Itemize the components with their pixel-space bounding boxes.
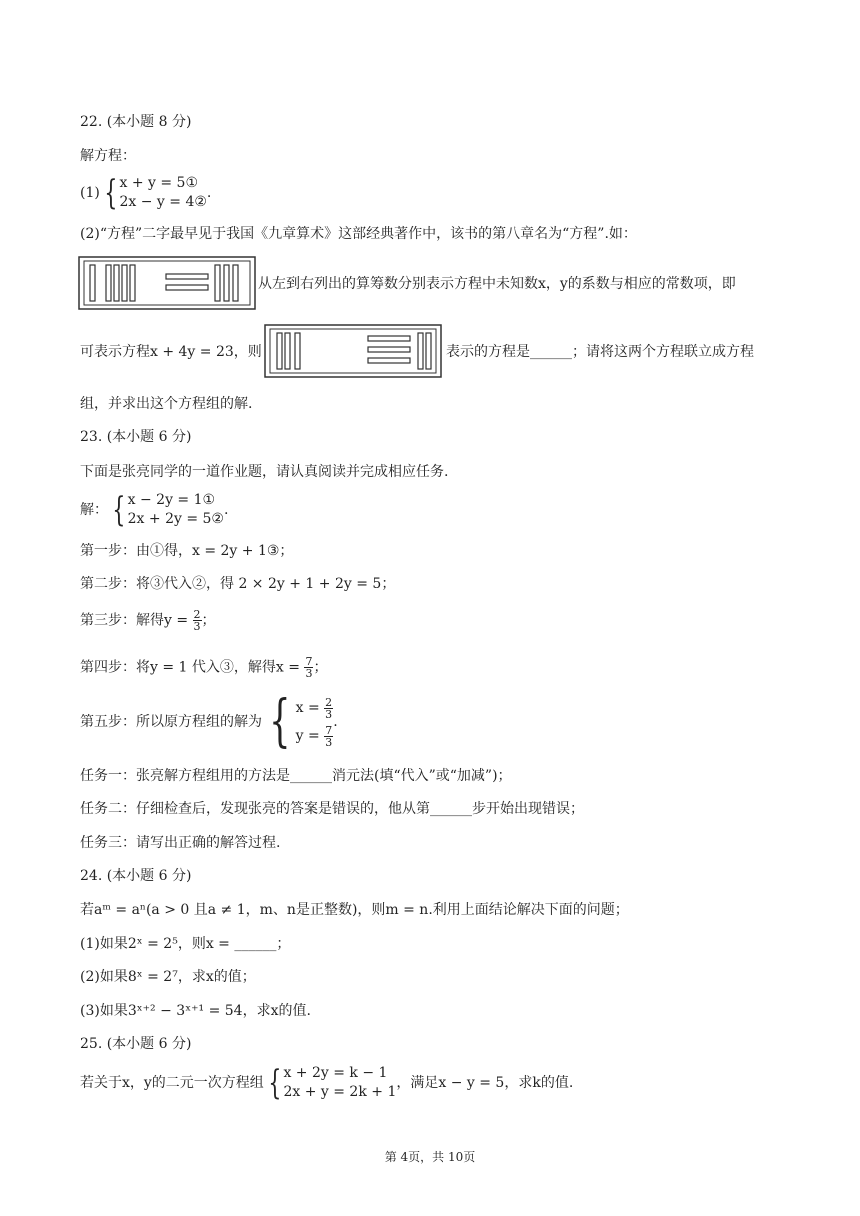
q22-system [100,174,207,212]
fraction-numerator: 2 [193,608,201,621]
q23-step4 [80,656,327,679]
q23-step4-text: 第四步：将y = 1 代入③，解得x = [80,659,305,676]
brace-icon: { [268,1063,282,1103]
q24-part1: (1)如果2ˣ = 2⁵，则x = ______； [80,936,291,952]
fraction-denominator: 3 [305,667,313,680]
q25-text-b: ，满足x − y = 5，求k的值. [396,1075,574,1091]
q22-p1-label: (1) [80,185,100,201]
brace-icon: { [104,173,118,213]
q22-p1-end: . [206,185,212,201]
q24-premise: 若aᵐ = aⁿ(a > 0 且a ≠ 1，m、n是正整数)，则m = n.利用上面结论解决下面的问题； [80,902,629,918]
q22-part2-line2: 从左到右列出的算筹数分别表示方程中未知数x，y的系数与相应的常数项，即 [258,276,736,292]
q23-step3-end: ； [201,612,216,629]
q25-eq2: 2x + y = 2k + 1 [283,1084,397,1100]
fraction-denominator: 3 [193,620,201,633]
q22-part1 [80,174,211,212]
q23-solution-x [296,694,334,722]
q23-step3-text: 第三步：解得y = [80,612,193,629]
q25-header: 25. (本小题 6 分) [80,1036,192,1052]
q23-system [108,491,224,529]
q23-solution-x-label: x = [295,700,325,716]
fraction-denominator: 3 [325,707,333,721]
q24-header: 24. (本小题 6 分) [80,868,192,884]
q25-text-a: 若关于x，y的二元一次方程组 [80,1075,264,1091]
brace-icon: { [269,689,291,754]
fraction [193,609,202,632]
q22-header: 22. (本小题 8 分) [80,114,192,130]
q22-instruction: 解方程： [80,148,136,164]
page-footer: 第 4页，共 10页 [384,1150,476,1164]
q23-task2: 任务二：仔细检查后，发现张亮的答案是错误的，他从第______步开始出现错误； [80,801,584,817]
q23-step5-text: 第五步：所以原方程组的解为 [80,714,262,730]
q23-eq2: 2x + 2y = 5② [127,511,224,527]
counting-rods-figure-2 [264,324,442,378]
q22-eq2: 2x − y = 4② [119,194,207,210]
fraction [324,697,333,720]
q23-solution-y [296,722,334,750]
q23-step4-end: ； [313,659,328,676]
q23-task3: 任务三：请写出正确的解答过程. [80,835,281,851]
q24-part3: (3)如果3ˣ⁺² − 3ˣ⁺¹ = 54，求x的值. [80,1003,311,1019]
q23-eq-end: . [223,502,229,518]
q23-solve-label: 解： [80,502,108,518]
fraction-numerator: 7 [305,655,313,668]
q25-system [264,1064,397,1102]
q23-intro: 下面是张亮同学的一道作业题，请认真阅读并完成相应任务. [80,464,449,480]
q23-step5-end: . [333,714,338,730]
q23-step3 [80,609,216,632]
fraction-denominator: 3 [325,735,333,749]
q23-header: 23. (本小题 6 分) [80,429,192,445]
q23-step5 [80,689,338,754]
q22-part2-line4: 组，并求出这个方程组的解. [80,396,253,412]
fraction-numerator: 7 [325,723,333,737]
q23-eq1: x − 2y = 1① [127,492,216,508]
q22-part2-line3b: 表示的方程是______；请将这两个方程联立成方程 [446,344,754,360]
q24-part2: (2)如果8ˣ = 2⁷，求x的值； [80,969,256,985]
counting-rods-figure-1 [78,256,256,310]
fraction-numerator: 2 [325,695,333,709]
brace-icon: { [112,490,126,530]
q22-part2-line3a: 可表示方程x + 4y = 23，则 [80,344,262,360]
q25-eq1: x + 2y = k − 1 [283,1065,388,1081]
q23-solution-system [262,689,333,754]
q23-task1: 任务一：张亮解方程组用的方法是______消元法(填“代入”或“加减”)； [80,768,512,784]
q23-step1: 第一步：由①得，x = 2y + 1③； [80,543,294,559]
q23-system-line [80,491,228,529]
q23-solution-y-label: y = [295,728,325,744]
q22-eq1: x + y = 5① [119,175,199,191]
fraction [324,725,333,748]
q22-part2-text: (2)“方程”二字最早见于我国《九章算术》这部经典著作中，该书的第八章名为“方程”.如： [80,226,637,242]
q25-line [80,1064,573,1102]
q23-step2: 第二步：将③代入②，得 2 × 2y + 1 + 2y = 5； [80,576,396,592]
